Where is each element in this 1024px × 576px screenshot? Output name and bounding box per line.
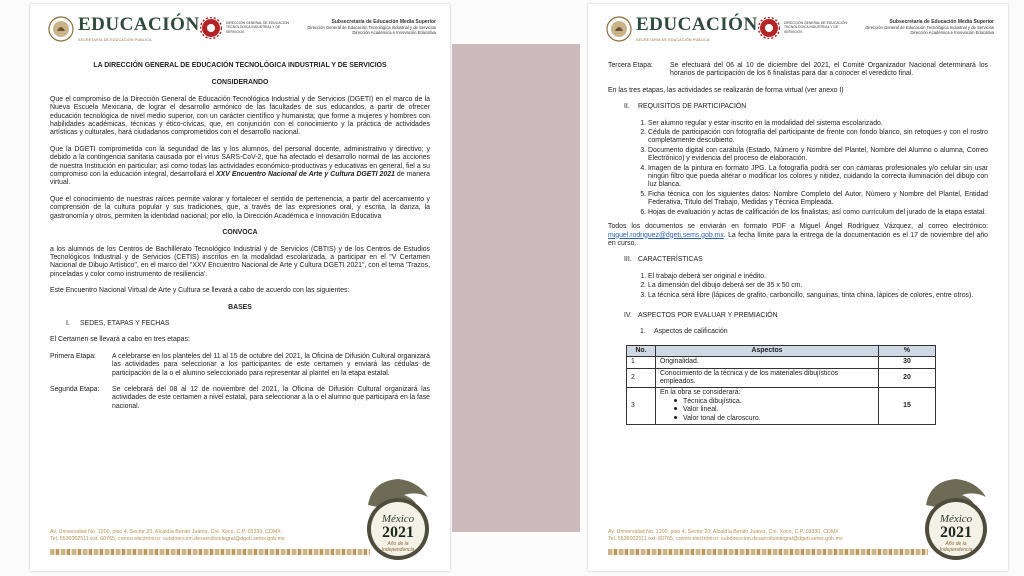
etapa-item <box>50 353 430 378</box>
svg-text:2021: 2021 <box>940 524 972 541</box>
table-cell: 3 <box>627 388 656 425</box>
list-item: 5. Ficha técnica con los siguientes datos: Nombre Completo del Autor, Número y Nombre del Plantel, Entidad Federativa, Título del Trabajo, Medidas y Técnica Empleada. <box>648 191 988 208</box>
bullet-item: Técnica dibujística. <box>660 398 874 406</box>
table-header: No. <box>627 345 656 356</box>
list-item: 1. Ser alumno regular y estar inscrito en la modalidad del sistema escolarizado. <box>648 120 988 128</box>
section-heading: I. SEDES, ETAPAS Y FECHAS <box>66 319 170 327</box>
bullet-item: Valor tonal de claroscuro. <box>660 415 874 423</box>
table-cell: 30 <box>879 357 936 368</box>
mexico-eagle-logo-icon <box>48 16 74 42</box>
table-row <box>627 388 936 425</box>
academica-line: Dirección Académica e Innovación Educativa <box>352 30 436 35</box>
table-cell: Conocimiento de la técnica y de los materiales dibujísticos empleados. <box>656 368 879 388</box>
paragraph: Este Encuentro Nacional Virtual de Arte y Cultura se llevará a cabo de acuerdo con las siguientes: <box>50 287 350 295</box>
sep-subtitle: SECRETARÍA DE EDUCACIÓN PÚBLICA <box>636 38 710 42</box>
list-item: 3. Documento digital con carátula (Estado, Número y Nombre del Plantel, Nombre del Alumno o alumna, Correo Electrónico) y evidencia del proceso de elaboración. <box>648 147 988 164</box>
table-cell: 20 <box>879 368 936 388</box>
etapa-text: Se efectuará del 06 al 10 de diciembre del 2021, el Comité Organizador Nacional determinará los horarios de participación de los 6 finalistas para dar a conocer el veredicto final. <box>670 62 988 78</box>
etapa-label: Segunda Etapa: <box>50 385 100 393</box>
header-subsecretaria <box>865 19 994 35</box>
footer-address: Av. Universidad No. 1200, piso 4, Sector 20, Alcaldía Benito Juárez, Col. Xoco, C.P. 03330, CDMX <box>608 529 839 535</box>
bases-heading: BASES <box>228 303 252 311</box>
page-header <box>606 12 994 52</box>
dgeti-gear-logo-icon <box>200 17 222 39</box>
dgeti-logo-text: DIRECCIÓN GENERAL DE EDUCACIÓN TECNOLÓGICA INDUSTRIAL Y DE SERVICIOS <box>226 21 289 34</box>
decorative-stripe <box>50 549 370 555</box>
list-item: 2. Cédula de participación con fotografía del participante de frente con fondo blanco, sin retoques y con el rostro completamente descubierto. <box>648 129 988 146</box>
mexico-2021-seal-icon <box>916 475 994 563</box>
page-header <box>48 12 436 52</box>
subsection-heading: 1. Aspectos de calificación <box>640 328 728 336</box>
list-item: 1. El trabajo deberá ser original e inédito. <box>648 273 988 281</box>
section-heading: III. CARACTERÍSTICAS <box>624 256 703 264</box>
svg-text:México: México <box>381 513 415 525</box>
evaluation-table <box>626 345 936 425</box>
table-row <box>627 368 936 388</box>
paragraph: Que la DGETI comprometida con la seguridad de las y los alumnos, del personal docente, administrativo y directivo; y debido a la contingencia sanitaria causada por el virus SARS-CoV-2, que ha afectado el desarrollo normal de las acciones de nuestra Institución en particular; así como todas las actividades económico-productivas y educativas en general, fiel a su compromiso con la educación integral, desarrollará el XXV Encuentro Nacional de Arte y Cultura DGETI 2021 de manera virtual. <box>50 145 430 187</box>
etapa-item <box>608 62 988 79</box>
table-header-row <box>627 345 936 356</box>
header-subsecretaria <box>307 19 436 35</box>
footer-address: Av. Universidad No. 1200, piso 4, Sector 20, Alcaldía Benito Juárez, Col. Xoco, C.P. 03330, CDMX <box>50 529 281 535</box>
bullet-item: Valor lineal. <box>660 406 874 414</box>
considerando-heading: CONSIDERANDO <box>211 79 269 87</box>
list-item: 6. Hojas de evaluación y actas de calificación de los finalistas, así como currículum del jurado de la etapa estatal. <box>648 209 988 217</box>
mexico-eagle-logo-icon <box>606 16 632 42</box>
dgeti-gear-logo-icon <box>758 17 780 39</box>
etapa-item <box>50 386 430 411</box>
encuentro-name: XXV Encuentro Nacional de Arte y Cultura DGETI 2021 <box>216 171 395 179</box>
subsecretaria-line: Subsecretaría de Educación Media Superior <box>331 19 436 25</box>
paragraph: a los alumnos de los Centros de Bachillerato Tecnológico Industrial y de Servicios (CBTIS) y de los Centros de Estudios Tecnológicos Industrial y de Servicios (CETIS) inscritos en la modalidad escolarizada, a participar en el "V Certamen Nacional de Dibujo Artístico", en el marco del "XXV Encuentro Nacional de Arte y Cultura DGETI 2021", con el tema 'Trazos, pinceladas y color como instrumento de resiliencia'. <box>50 245 430 278</box>
table-cell <box>656 388 879 425</box>
educacion-logo-text: EDUCACIÓN <box>636 14 758 35</box>
list-item: 3. La técnica será libre (lápices de grafito, carboncillo, sanguinas, tinta china, lápices de colores, entre otros). <box>648 292 988 300</box>
list-item: 4. Imagen de la pintura en formato JPG. La fotografía podrá ser con cámaras profesionales y/o celular sin usar ningún filtro que pueda alterar o modificar los colores y nitidez, cuidando la correcta iluminación del dibujo con luz blanca. <box>648 165 988 190</box>
document-title: LA DIRECCIÓN GENERAL DE EDUCACIÓN TECNOLÓGICA INDUSTRIAL Y DE SERVICIOS <box>93 62 387 69</box>
page-footer <box>608 529 843 543</box>
paragraph: En las tres etapas, las actividades se realizarán de forma virtual (ver anexo I) <box>608 86 844 94</box>
footer-contact: Tel. 5536002511 ext. 60765, correo electrónico: subdireccion.desarrollointegral@dgeti.sems.gob.mx <box>608 536 843 542</box>
etapa-label: Tercera Etapa: <box>608 62 653 69</box>
page-footer <box>50 529 285 543</box>
table-cell: 15 <box>879 388 936 425</box>
etapa-text: A celebrarse en los planteles del 11 al 15 de octubre del 2021, la Oficina de Difusión Cultural organizará las actividades para seleccionar a los participantes de este certamen y enviará las cédulas de participación de la o el alumno seleccionado para representar al plantel en la etapa estatal. <box>112 352 430 377</box>
paragraph: Todos los documentos se enviarán en formato PDF a Miguel Ángel Rodríguez Vázquez, al correo electrónico: miguel.rodriguez@dgeti.sems.gob.mx. La fecha límite para la entrega de la documentación es el 17 de noviembre del año en curso. <box>608 223 988 247</box>
svg-text:Independencia: Independencia <box>381 547 415 553</box>
paragraph: Que el compromiso de la Dirección General de Educación Tecnológica Industrial y de Servicios (DGETI) en el marco de la Nueva Escuela Mexicana, de lograr el desarrollo armónico de las facultades de sus educandos, a partir de ofrecer educación tecnológica de nivel medio superior, con un carácter científico y humanista; que forme a mujeres y hombres con habilidades académicas, técnicas y ético-cívicas, que, en conjunción con el conocimiento y la práctica de actividades artísticas y culturales, hará ciudadanos comprometidos con el desarrollo nacional. <box>50 95 430 137</box>
table-header: % <box>879 345 936 356</box>
table-cell: 1 <box>627 357 656 368</box>
page-2-body <box>608 62 988 425</box>
table-header: Aspectos <box>656 345 879 356</box>
paragraph: Que el conocimiento de nuestras raíces permite valorar y fortalecer el sentido de pertenencia, a partir del acercamiento y comprensión de la cultura popular y sus tradiciones, que, a través de las expresiones oral, y escrita, la danza, la gastronomía y otros, permiten la identidad nacional; por ello, la Dirección Académica e Innovación Educativa <box>50 195 430 220</box>
document-page-2 <box>588 4 1008 571</box>
section-heading: II. REQUISITOS DE PARTICIPACIÓN <box>624 103 747 111</box>
requirements-list <box>608 120 988 217</box>
svg-text:Independencia: Independencia <box>939 547 973 553</box>
direccion-line: Dirección General de Educación Tecnológica Industrial y de Servicios <box>307 25 436 30</box>
convoca-heading: CONVOCA <box>222 229 258 237</box>
dgeti-logo-text: DIRECCIÓN GENERAL DE EDUCACIÓN TECNOLÓGICA INDUSTRIAL Y DE SERVICIOS <box>784 21 847 34</box>
document-page-1 <box>30 4 450 571</box>
footer-contact: Tel. 5536002511 ext. 60765, correo electrónico: subdireccion.desarrollointegral@dgeti.sems.gob.mx <box>50 536 285 542</box>
etapa-label: Primera Etapa: <box>50 352 96 360</box>
mexico-2021-seal-icon <box>358 475 436 563</box>
background-panel <box>452 44 580 532</box>
academica-line: Dirección Académica e Innovación Educativa <box>910 30 994 35</box>
cell-intro: En la obra se considerará: <box>660 389 741 397</box>
svg-text:2021: 2021 <box>382 524 414 541</box>
sep-subtitle: SECRETARÍA DE EDUCACIÓN PÚBLICA <box>78 38 152 42</box>
paragraph: El Certamen se llevará a cabo en tres etapas: <box>50 336 190 344</box>
page-1-body <box>50 58 430 419</box>
table-cell: 2 <box>627 368 656 388</box>
characteristics-list <box>608 273 988 300</box>
list-item: 2. La dimensión del dibujo deberá ser de 35 x 50 cm. <box>648 282 988 290</box>
email-link[interactable]: miguel.rodriguez@dgeti.sems.gob.mx <box>608 231 724 239</box>
etapa-text: Se celebrará del 08 al 12 de noviembre del 2021, la Oficina de Difusión Cultural organizará las actividades de este certamen a nivel estatal, para seleccionar a la o el alumno que participará en la fase nacional. <box>112 385 430 410</box>
subsecretaria-line: Subsecretaría de Educación Media Superior <box>889 19 994 25</box>
svg-text:México: México <box>939 513 973 525</box>
table-cell: Originalidad. <box>656 357 879 368</box>
decorative-stripe <box>608 549 928 555</box>
direccion-line: Dirección General de Educación Tecnológica Industrial y de Servicios <box>865 25 994 30</box>
svg-text:Año de la: Año de la <box>387 541 409 547</box>
table-row <box>627 357 936 368</box>
section-heading: IV. ASPECTOS POR EVALUAR Y PREMIACIÓN <box>624 311 778 319</box>
svg-text:Año de la: Año de la <box>945 541 967 547</box>
educacion-logo-text: EDUCACIÓN <box>78 14 200 35</box>
